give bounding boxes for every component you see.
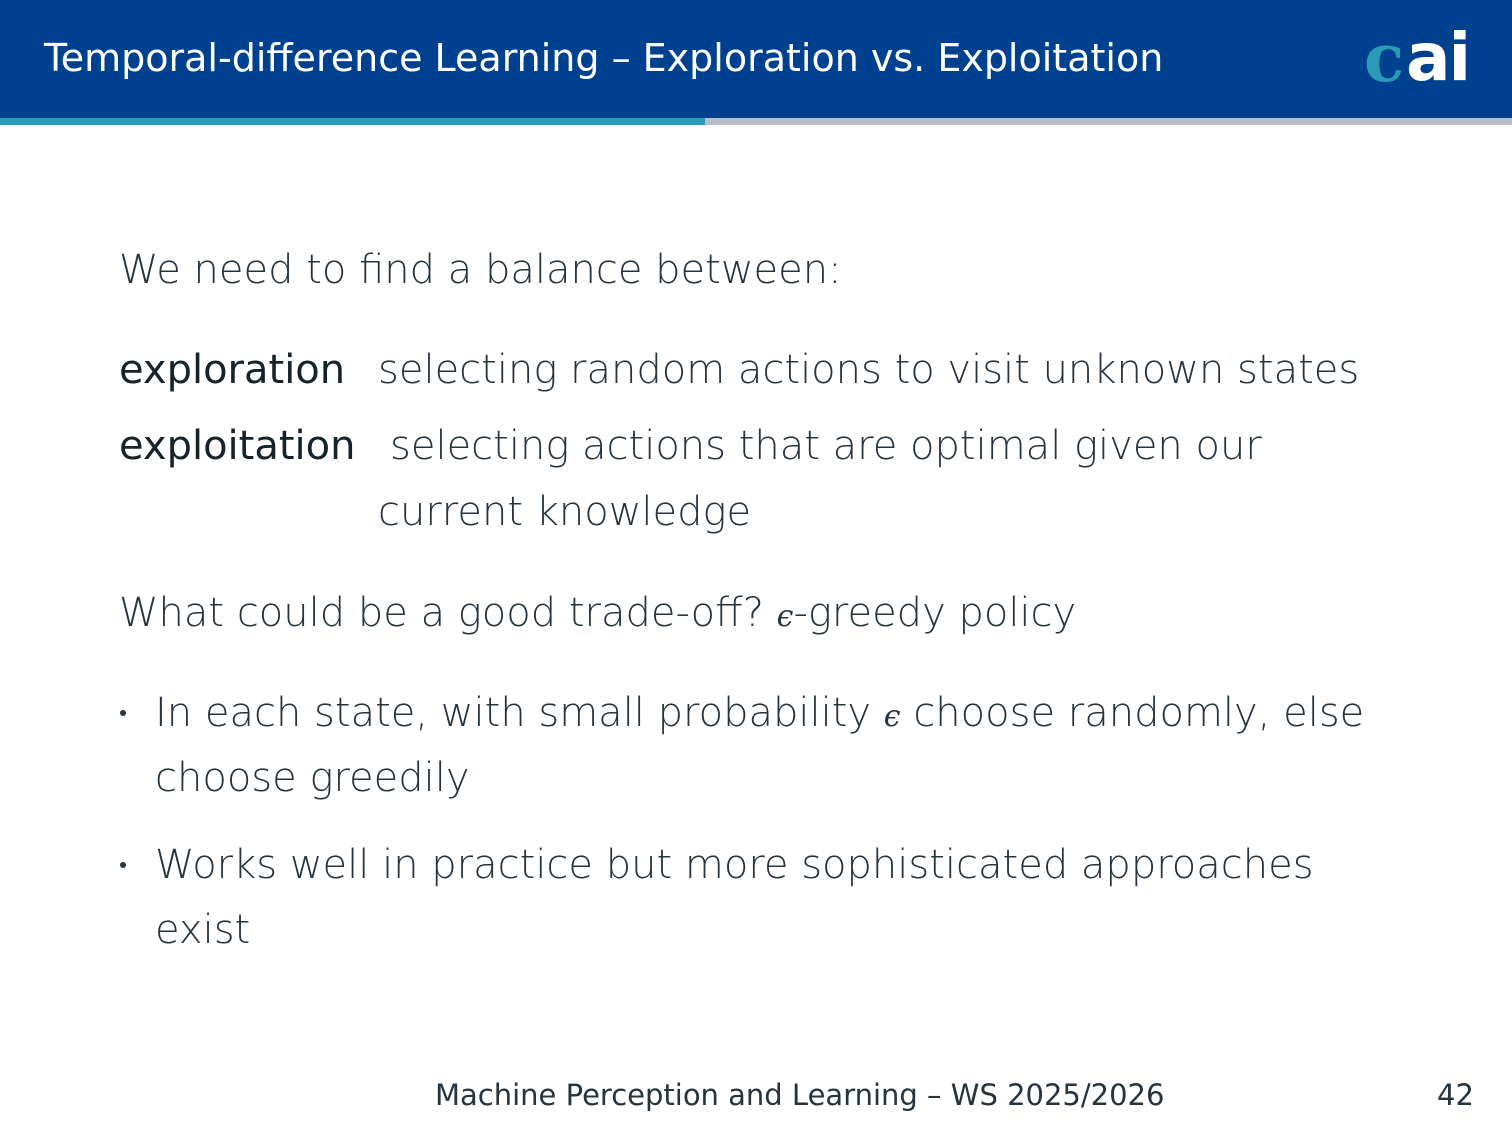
bullet-2-line-2: exist: [155, 907, 251, 953]
bullet-1-text-after: choose randomly, else: [913, 690, 1365, 736]
question-text: What could be a good trade-off?: [119, 590, 764, 636]
logo-letter-c: c: [1364, 19, 1405, 97]
intro-text: We need to find a balance between:: [119, 247, 842, 293]
term-exploration: exploration: [119, 347, 346, 393]
definition-exploration: selecting random actions to visit unknown states: [378, 347, 1360, 393]
cai-logo: [1364, 19, 1474, 97]
bullet-1-line-1: [155, 689, 1364, 741]
question-answer: -greedy policy: [793, 590, 1077, 636]
bullet-2-line-1: Works well in practice but more sophisticated approaches: [155, 842, 1314, 888]
bullet-1-line-2: choose greedily: [155, 755, 470, 801]
definition-exploitation-line-1: selecting actions that are optimal given our: [390, 423, 1262, 469]
term-exploitation: exploitation: [119, 423, 356, 469]
slide-header: [0, 0, 1512, 118]
bullet-icon: [120, 862, 126, 868]
definition-exploitation-line-2: current knowledge: [378, 489, 752, 535]
header-rule-grey: [705, 118, 1512, 125]
page-number: 42: [1437, 1078, 1474, 1112]
logo-letters-ai: ai: [1406, 19, 1470, 96]
trade-off-question: [119, 589, 1076, 641]
bullet-icon: [120, 710, 126, 716]
header-rule-accent: [0, 118, 705, 125]
epsilon-symbol: ϵ: [883, 699, 901, 734]
bullet-1-text-before: In each state, with small probability: [155, 690, 872, 736]
epsilon-symbol: ϵ: [776, 599, 794, 634]
slide-title: Temporal-difference Learning – Exploration vs. Exploitation: [44, 36, 1164, 80]
footer-course: Machine Perception and Learning – WS 2025/2026: [435, 1078, 1165, 1112]
